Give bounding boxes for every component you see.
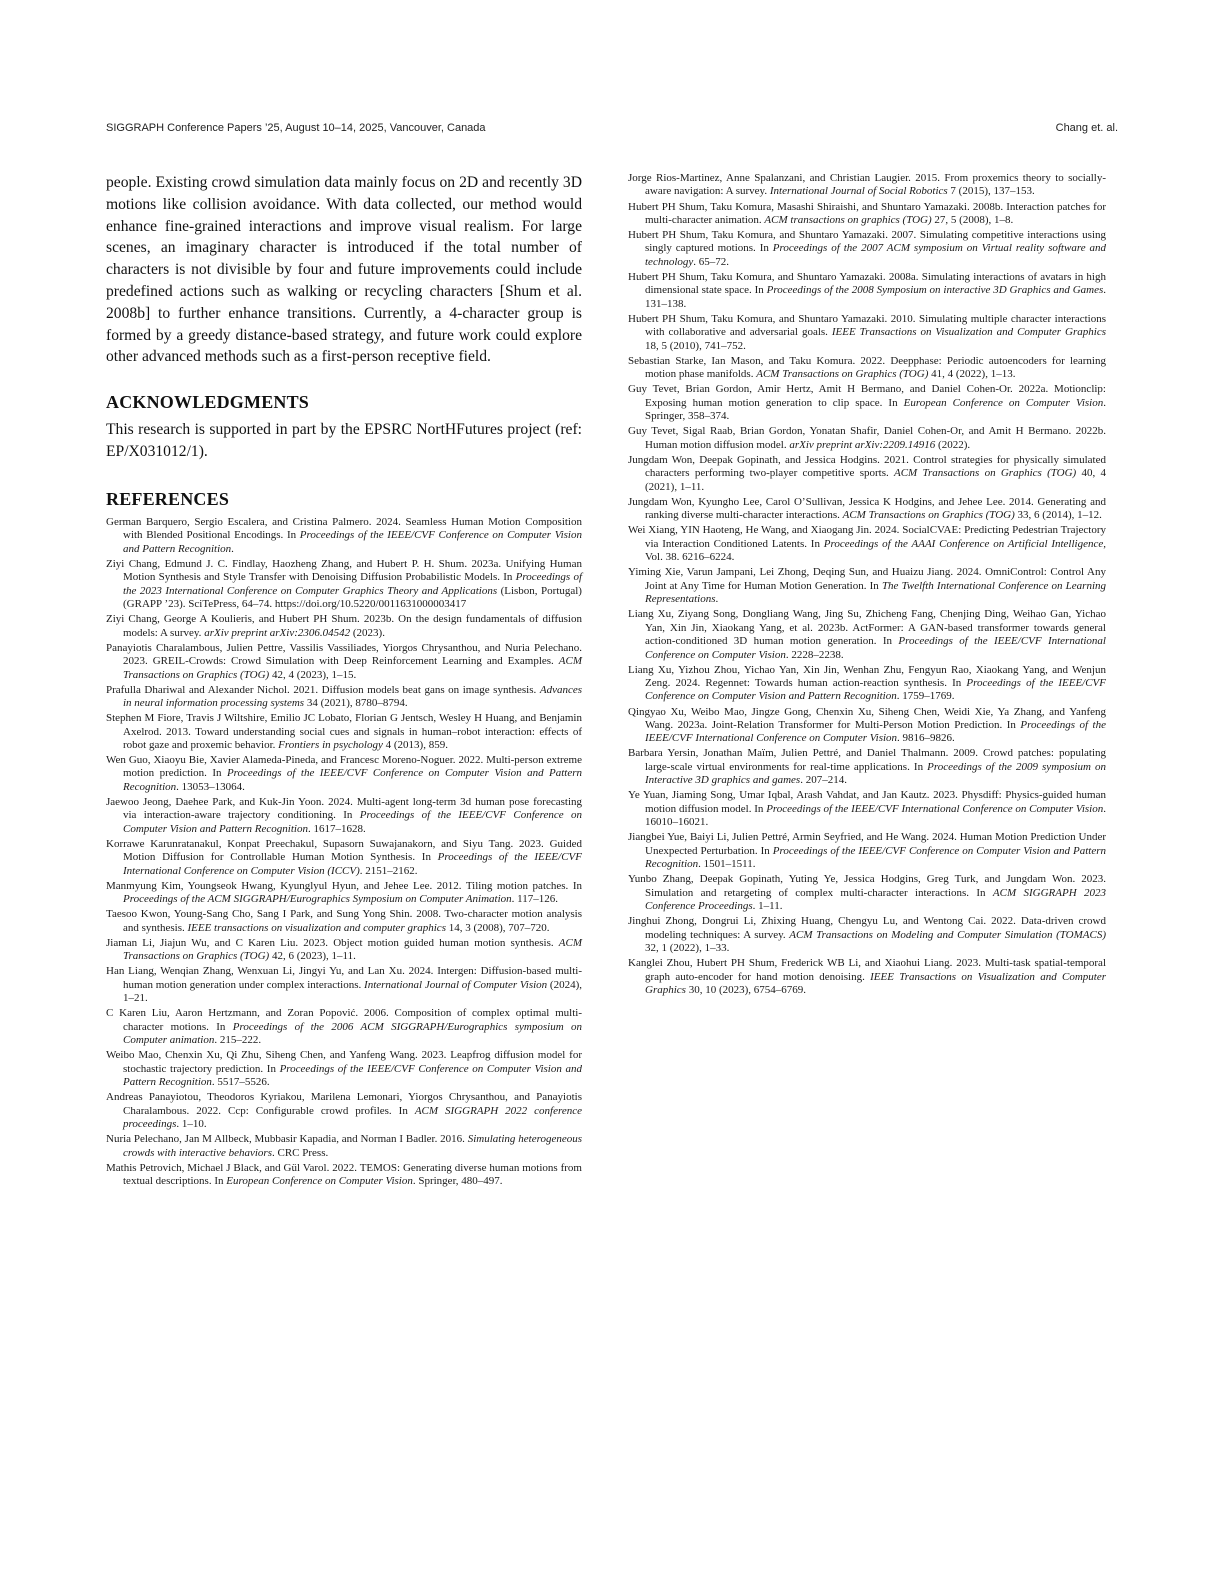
reference-entry <box>628 229 1106 269</box>
reference-venue: Proceedings of the 2009 symposium on Interactive 3D graphics and games <box>645 760 1106 787</box>
reference-venue: The Twelfth International Conference on Learning Representations <box>645 579 1107 606</box>
reference-text: Sebastian Starke, Ian Mason, and Taku Komura. 2022. Deepphase: Periodic autoencoders for learning motion phase manifolds. <box>628 354 1106 381</box>
reference-tail: . 65–72. <box>693 255 730 268</box>
reference-venue: Proceedings of the IEEE/CVF International Conference on Computer Vision <box>645 635 1106 661</box>
running-header <box>106 122 1118 138</box>
reference-venue: IEEE Transactions on Visualization and Computer Graphics <box>831 326 1106 339</box>
reference-entry <box>106 516 582 556</box>
reference-venue: European Conference on Computer Vision <box>903 396 1104 409</box>
references-list-right <box>628 172 1106 998</box>
reference-venue: Proceedings of the ACM SIGGRAPH/Eurographics Symposium on Computer Animation <box>123 893 512 906</box>
reference-entry <box>106 1162 582 1189</box>
reference-tail: 4 (2013), 859. <box>382 738 448 751</box>
reference-venue: ACM SIGGRAPH 2022 conference proceedings <box>123 1104 583 1131</box>
reference-text: Qingyao Xu, Weibo Mao, Jingze Gong, Chenxin Xu, Siheng Chen, Weidi Xie, Ya Zhang, and Yanfeng Wang. 2023a. Joint-Relation Transformer for Multi-Person Motion Prediction. In <box>628 705 1106 731</box>
reference-text: Yunbo Zhang, Deepak Gopinath, Yuting Ye, Jessica Hodgins, Greg Turk, and Jungdam Won. 2023. Simulation and retargeting of complex multi-character interactions. In <box>628 873 1106 899</box>
reference-venue: ACM Transactions on Modeling and Computer Simulation (TOMACS) <box>789 928 1106 941</box>
reference-entry <box>106 796 582 836</box>
reference-entry <box>628 915 1106 955</box>
reference-text: Guy Tevet, Brian Gordon, Amir Hertz, Amit H Bermano, and Daniel Cohen-Or. 2022a. Motionclip: Exposing human motion generation to clip space. In <box>628 383 1106 409</box>
reference-tail: . 16010–16021. <box>645 802 1106 829</box>
references-heading: REFERENCES <box>106 488 230 509</box>
reference-entry <box>106 558 582 612</box>
reference-text: German Barquero, Sergio Escalera, and Cristina Palmero. 2024. Seamless Human Motion Composition with Blended Positional Encodings. In <box>106 515 582 542</box>
reference-venue: Proceedings of the 2023 International Conference on Computer Graphics Theory and Applications <box>123 571 582 597</box>
reference-tail: . 207–214. <box>800 774 847 787</box>
reference-venue: International Journal of Computer Vision <box>364 978 548 991</box>
reference-text: Manmyung Kim, Youngseok Hwang, Kyunglyul Hyun, and Jehee Lee. 2012. Tiling motion patches. In <box>106 879 582 892</box>
reference-text: Kanglei Zhou, Hubert PH Shum, Frederick WB Li, and Xiaohui Liang. 2023. Multi-task spatial-temporal graph auto-encoder for hand motion denoising. <box>628 957 1106 983</box>
reference-text: Liang Xu, Ziyang Song, Dongliang Wang, Jing Su, Zhicheng Fang, Chenjing Ding, Weihao Gan, Yichao Yan, Xin Jin, Xiaokang Yang, et al. 2023b. ActFormer: A GAN-based transformer towards general action-conditioned 3D human motion generation. In <box>628 608 1106 648</box>
reference-entry <box>106 937 582 964</box>
reference-tail: 41, 4 (2022), 1–13. <box>928 368 1016 381</box>
acknowledgments-heading: ACKNOWLEDGMENTS <box>106 392 310 413</box>
reference-entry <box>628 313 1106 353</box>
reference-entry <box>106 1007 582 1047</box>
reference-venue: Proceedings of the IEEE/CVF Conference on Computer Vision and Pattern Recognition <box>123 767 582 793</box>
reference-entry <box>106 908 582 935</box>
reference-tail: . 1759–1769. <box>896 690 955 703</box>
reference-tail: (2022). <box>935 438 971 451</box>
reference-text: Barbara Yersin, Jonathan Maïm, Julien Pettré, and Daniel Thalmann. 2009. Crowd patches: populating large-scale virtual environments for real-time applications. In <box>628 747 1106 773</box>
reference-text: Andreas Panayiotou, Theodoros Kyriakou, Marilena Lemonari, Yiorgos Chrysanthou, and Panayiotis Charalambous. 2022. Ccp: Configurable crowd profiles. In <box>106 1091 582 1117</box>
reference-tail: 27, 5 (2008), 1–8. <box>931 213 1014 226</box>
reference-entry <box>106 1133 582 1160</box>
reference-venue: arXiv preprint arXiv:2306.04542 <box>204 626 351 639</box>
reference-entry <box>628 957 1106 997</box>
reference-tail: . <box>715 593 719 606</box>
header-venue: SIGGRAPH Conference Papers ’25, August 10–14, 2025, Vancouver, Canada <box>106 122 486 134</box>
reference-tail: . 5517–5526. <box>211 1076 270 1089</box>
reference-tail: . 117–126. <box>511 893 558 906</box>
reference-venue: arXiv preprint arXiv:2209.14916 <box>789 438 936 451</box>
reference-tail: . 1501–1511. <box>698 858 756 871</box>
reference-text: Hubert PH Shum, Taku Komura, Masashi Shiraishi, and Shuntaro Yamazaki. 2008b. Interaction patches for multi-character animation. <box>628 200 1106 226</box>
reference-tail: 14, 3 (2008), 707–720. <box>445 921 550 934</box>
reference-tail: . 1–10. <box>176 1118 207 1131</box>
reference-entry <box>628 425 1106 452</box>
reference-text: Jaewoo Jeong, Daehee Park, and Kuk-Jin Yoon. 2024. Multi-agent long-term 3d human pose forecasting via interaction-aware trajectory conditioning. In <box>106 795 582 822</box>
reference-tail: (Lisbon, Portugal) (GRAPP ’23). SciTePress, 64–74. https://doi.org/10.5220/0011631000003417 <box>123 584 582 611</box>
reference-tail: 40, 4 (2021), 1–11. <box>645 467 1106 493</box>
reference-text: Liang Xu, Yizhou Zhou, Yichao Yan, Xin Jin, Wenhan Zhu, Fengyun Rao, Xiaokang Yang, and Wenjun Zeng. 2024. Regennet: Towards human action-reaction synthesis. In <box>628 663 1106 690</box>
reference-text: Jungdam Won, Kyungho Lee, Carol O’Sullivan, Jessica K Hodgins, and Jehee Lee. 2014. Generating and ranking diverse multi-character interactions. <box>628 495 1106 522</box>
reference-venue: Proceedings of the 2007 ACM symposium on Virtual reality software and technology <box>645 242 1106 268</box>
reference-entry <box>628 271 1106 311</box>
reference-text: Wei Xiang, YIN Haoteng, He Wang, and Xiaogang Jin. 2024. SocialCVAE: Predicting Pedestrian Trajectory via Interaction Conditioned Latents. In <box>628 524 1106 550</box>
reference-text: Nuria Pelechano, Jan M Allbeck, Mubbasir Kapadia, and Norman I Badler. 2016. <box>106 1133 468 1146</box>
reference-text: Hubert PH Shum, Taku Komura, and Shuntaro Yamazaki. 2008a. Simulating interactions of avatars in high dimensional state space. In <box>628 270 1106 297</box>
reference-tail: . 131–138. <box>645 284 1106 310</box>
reference-text: Jinghui Zhong, Dongrui Li, Zhixing Huang, Chengyu Lu, and Wentong Cai. 2022. Data-driven crowd modeling techniques: A survey. <box>628 915 1106 941</box>
reference-venue: Proceedings of the IEEE/CVF Conference on Computer Vision and Pattern Recognition <box>645 677 1106 703</box>
reference-tail: . 215–222. <box>214 1034 262 1047</box>
reference-venue: IEEE transactions on visualization and computer graphics <box>187 921 446 934</box>
reference-text: Wen Guo, Xiaoyu Bie, Xavier Alameda-Pineda, and Francesc Moreno-Noguer. 2022. Multi-person extreme motion prediction. In <box>106 754 582 780</box>
intro-paragraph: people. Existing crowd simulation data mainly focus on 2D and recently 3D motions like collision avoidance. With data collected, our method would enhance fine-grained interactions and improve visual realism. For large scenes, an imaginary character is introduced if the total number of characters is not divisible by four and future improvements could include predefined actions such as walking or recycling characters [Shum et al. 2008b] to further enhance transitions. Currently, a 4-character group is formed by a greedy distance-based strategy, and future work could explore other advanced methods such as a first-person receptive field. <box>106 174 582 366</box>
reference-venue: Proceedings of the IEEE/CVF Conference on Computer Vision and Pattern Recognition <box>123 809 582 835</box>
left-column <box>106 172 582 1190</box>
reference-entry <box>628 831 1106 871</box>
reference-entry <box>106 880 582 907</box>
reference-tail: . 2151–2162. <box>359 864 418 877</box>
reference-entry <box>628 524 1106 564</box>
reference-tail: (2023). <box>350 626 385 639</box>
reference-venue: Proceedings of the IEEE/CVF Conference on Computer Vision and Pattern Recognition <box>645 844 1106 871</box>
reference-text: Prafulla Dhariwal and Alexander Nichol. 2021. Diffusion models beat gans on image synthesis. <box>106 683 540 696</box>
reference-venue: Advances in neural information processing systems <box>123 683 582 710</box>
reference-tail: 33, 6 (2014), 1–12. <box>1014 509 1102 522</box>
reference-entry <box>106 642 582 682</box>
reference-venue: ACM Transactions on Graphics (TOG) <box>123 655 582 681</box>
reference-text: Jungdam Won, Deepak Gopinath, and Jessica Hodgins. 2021. Control strategies for physically simulated characters performing two-player competitive sports. <box>628 453 1106 480</box>
reference-entry <box>628 566 1106 606</box>
reference-entry <box>628 383 1106 423</box>
reference-entry <box>628 201 1106 228</box>
reference-entry <box>628 747 1106 787</box>
reference-text: Hubert PH Shum, Taku Komura, and Shuntaro Yamazaki. 2010. Simulating multiple character interactions with collaborative and adversarial goals. <box>628 312 1106 339</box>
reference-tail: 7 (2015), 137–153. <box>947 185 1035 198</box>
reference-entry <box>106 712 582 752</box>
reference-tail: . 1–11. <box>752 900 783 913</box>
reference-tail: 42, 4 (2023), 1–15. <box>269 668 357 681</box>
reference-venue: IEEE Transactions on Visualization and Computer Graphics <box>645 970 1107 997</box>
reference-entry <box>106 684 582 711</box>
reference-text: Ziyi Chang, Edmund J. C. Findlay, Haozheng Zhang, and Hubert P. H. Shum. 2023a. Unifying Human Motion Synthesis and Style Transfer with Denoising Diffusion Probabilistic Models. In <box>106 557 582 584</box>
reference-tail: . 1617–1628. <box>307 822 366 835</box>
reference-text: Yiming Xie, Varun Jampani, Lei Zhong, Deqing Sun, and Huaizu Jiang. 2024. OmniControl: Control Any Joint at Any Time for Human Motion Generation. In <box>628 566 1106 592</box>
reference-venue: ACM Transactions on Graphics (TOG) <box>123 936 582 963</box>
reference-venue: Proceedings of the 2008 Symposium on interactive 3D Graphics and Games <box>766 284 1104 297</box>
reference-text: Ye Yuan, Jiaming Song, Umar Iqbal, Arash Vahdat, and Jan Kautz. 2023. Physdiff: Physics-guided human motion diffusion model. In <box>628 789 1106 815</box>
reference-entry <box>628 873 1106 913</box>
reference-venue: Proceedings of the IEEE/CVF International Conference on Computer Vision <box>766 802 1104 815</box>
reference-entry <box>106 965 582 1005</box>
reference-entry <box>628 355 1106 382</box>
reference-tail: . 13053–13064. <box>176 780 245 793</box>
reference-entry <box>628 608 1106 662</box>
reference-text: Taesoo Kwon, Young-Sang Cho, Sang I Park, and Sung Yong Shin. 2008. Two-character motion analysis and synthesis. <box>106 908 582 934</box>
reference-text: Weibo Mao, Chenxin Xu, Qi Zhu, Siheng Chen, and Yanfeng Wang. 2023. Leapfrog diffusion model for stochastic trajectory prediction. In <box>106 1049 582 1075</box>
reference-tail: 42, 6 (2023), 1–11. <box>269 950 356 963</box>
acknowledgments-text: This research is supported in part by the EPSRC NortHFutures project (ref: EP/X031012/1). <box>106 421 582 460</box>
reference-tail: . CRC Press. <box>272 1146 329 1159</box>
reference-tail: 34 (2021), 8780–8794. <box>304 697 408 710</box>
reference-venue: International Journal of Social Robotics <box>769 185 948 198</box>
reference-entry <box>628 172 1106 199</box>
reference-text: Panayiotis Charalambous, Julien Pettre, Vassilis Vassiliades, Yiorgos Chrysanthou, and Nuria Pelechano. 2023. GREIL-Crowds: Crowd Simulation with Deep Reinforcement Learning and Examples. <box>106 641 582 668</box>
reference-text: Guy Tevet, Sigal Raab, Brian Gordon, Yonatan Shafir, Daniel Cohen-Or, and Amit H Bermano. 2022b. Human motion diffusion model. <box>628 425 1106 451</box>
reference-entry <box>106 1049 582 1089</box>
reference-venue: ACM Transactions on Graphics (TOG) <box>842 509 1015 522</box>
reference-text: Stephen M Fiore, Travis J Wiltshire, Emilio JC Lobato, Florian G Jentsch, Wesley H Huang, and Benjamin Axelrod. 2013. Toward understanding social cues and signals in human–robot interaction: effects of robot gaze and proxemic behavior. <box>106 712 582 751</box>
reference-tail: . Springer, 358–374. <box>645 396 1106 423</box>
reference-entry <box>106 754 582 794</box>
reference-text: Jiangbei Yue, Baiyi Li, Julien Pettré, Armin Seyfried, and He Wang. 2024. Human Motion Prediction Under Unexpected Perturbation. In <box>628 831 1106 857</box>
reference-text: C Karen Liu, Aaron Hertzmann, and Zoran Popović. 2006. Composition of complex optimal multi-character motions. In <box>106 1007 582 1033</box>
reference-entry <box>106 613 582 640</box>
reference-entry <box>106 838 582 878</box>
reference-venue: Frontiers in psychology <box>278 738 383 751</box>
reference-text: Hubert PH Shum, Taku Komura, and Shuntaro Yamazaki. 2007. Simulating competitive interactions using singly captured motions. In <box>628 229 1106 255</box>
reference-venue: ACM Transactions on Graphics (TOG) <box>756 368 929 381</box>
reference-text: Ziyi Chang, George A Koulieris, and Hubert PH Shum. 2023b. On the design fundamentals of diffusion models: A survey. <box>106 613 582 639</box>
reference-text: Jiaman Li, Jiajun Wu, and C Karen Liu. 2023. Object motion guided human motion synthesis. <box>106 936 559 949</box>
reference-text: Mathis Petrovich, Michael J Black, and Gül Varol. 2022. TEMOS: Generating diverse human motions from textual descriptions. In <box>106 1161 582 1188</box>
reference-text: Jorge Rios-Martinez, Anne Spalanzani, and Christian Laugier. 2015. From proxemics theory to socially-aware navigation: A survey. <box>628 172 1106 198</box>
reference-tail: . Springer, 480–497. <box>412 1175 503 1188</box>
reference-venue: ACM SIGGRAPH 2023 Conference Proceedings <box>645 886 1106 913</box>
reference-entry <box>628 664 1106 704</box>
reference-venue: Proceedings of the AAAI Conference on Artificial Intelligence <box>823 537 1104 550</box>
references-list-left <box>106 516 582 1189</box>
right-column <box>628 172 1106 999</box>
reference-venue: Proceedings of the IEEE/CVF Conference on Computer Vision and Pattern Recognition <box>123 1062 582 1089</box>
reference-entry <box>106 1091 582 1131</box>
reference-tail: (2024), 1–21. <box>123 978 582 1005</box>
reference-tail: 32, 1 (2022), 1–33. <box>645 942 730 955</box>
reference-venue: ACM Transactions on Graphics (TOG) <box>894 467 1077 480</box>
reference-venue: Proceedings of the 2006 ACM SIGGRAPH/Eurographics symposium on Computer animation <box>123 1020 583 1047</box>
reference-venue: Simulating heterogeneous crowds with interactive behaviors <box>123 1133 582 1159</box>
reference-entry <box>628 706 1106 746</box>
reference-venue: European Conference on Computer Vision <box>226 1175 413 1188</box>
reference-tail: . <box>231 542 234 555</box>
reference-entry <box>628 789 1106 829</box>
header-authors: Chang et. al. <box>1055 122 1118 134</box>
reference-tail: . 2228–2238. <box>785 648 844 661</box>
reference-text: Korrawe Karunratanakul, Konpat Preechakul, Supasorn Suwajanakorn, and Siyu Tang. 2023. Guided Motion Diffusion for Controllable Human Motion Synthesis. In <box>106 837 582 864</box>
reference-entry <box>628 496 1106 523</box>
reference-venue: ACM transactions on graphics (TOG) <box>764 213 932 226</box>
reference-venue: Proceedings of the IEEE/CVF International Conference on Computer Vision <box>645 718 1106 745</box>
reference-entry <box>628 454 1106 494</box>
reference-tail: , Vol. 38. 6216–6224. <box>645 537 1106 564</box>
reference-tail: . 9816–9826. <box>897 732 955 745</box>
reference-tail: 30, 10 (2023), 6754–6769. <box>685 984 807 997</box>
reference-venue: Proceedings of the IEEE/CVF International Conference on Computer Vision (ICCV) <box>123 851 582 877</box>
reference-text: Han Liang, Wenqian Zhang, Wenxuan Li, Jingyi Yu, and Lan Xu. 2024. Intergen: Diffusion-based multi-human motion generation under complex interactions. <box>106 965 582 991</box>
reference-tail: 18, 5 (2010), 741–752. <box>645 339 746 352</box>
reference-venue: Proceedings of the IEEE/CVF Conference on Computer Vision and Pattern Recognition <box>123 529 582 555</box>
